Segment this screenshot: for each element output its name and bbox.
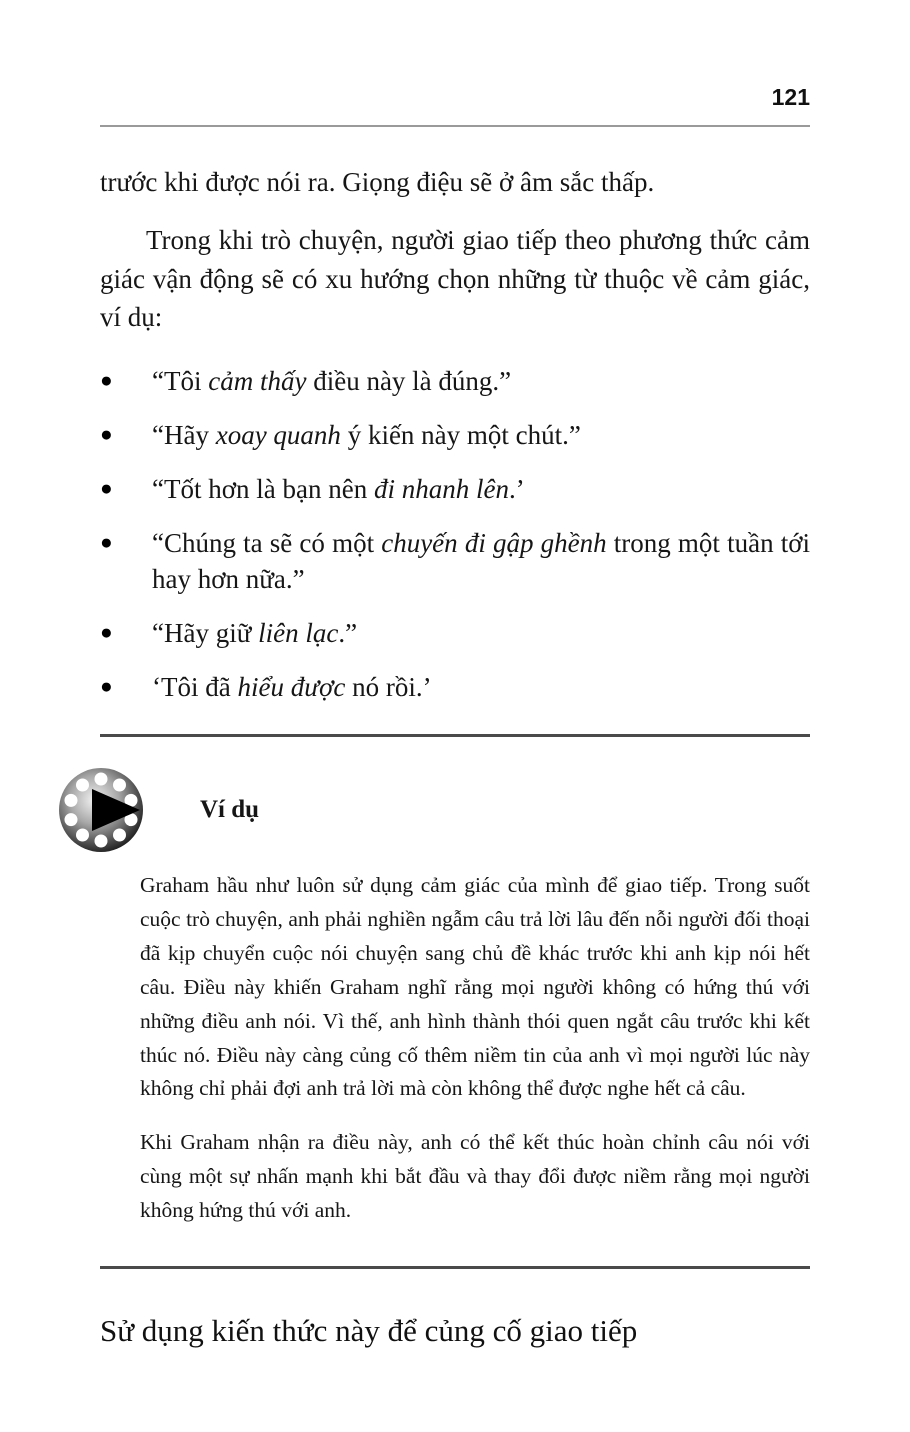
header-rule <box>100 125 810 127</box>
example-divider-top <box>100 734 810 737</box>
list-item-text: “Tôi cảm thấy điều này là đúng.” <box>152 366 512 397</box>
bullet-list <box>100 364 810 705</box>
list-item <box>100 364 810 400</box>
list-item <box>100 670 810 706</box>
example-heading: Ví dụ <box>200 795 260 823</box>
example-divider-bottom <box>100 1266 810 1269</box>
example-paragraph: Khi Graham nhận ra điều này, anh có thể kết thúc hoàn chỉnh câu nói với cùng một sự nhấn mạnh khi bắt đầu và thay đổi được niềm rằng mọi người không hứng thú với anh. <box>140 1130 810 1223</box>
list-item <box>100 418 810 454</box>
example-paragraph: Graham hầu như luôn sử dụng cảm giác của mình để giao tiếp. Trong suốt cuộc trò chuyện, anh phải nghiền ngẫm câu trả lời lâu đến nỗi người đối thoại đã kịp chuyển cuộc nói chuyện sang chủ đề khác trước khi anh kịp nói hết câu. Điều này khiến Graham nghĩ rằng mọi người không có hứng thú với những điều anh nói. Vì thế, anh hình thành thói quen ngắt câu trước khi kết thúc nó. Điều này càng củng cố thêm niềm tin của anh vì mọi người lúc này không chỉ phải đợi anh trả lời mà còn không thể được nghe hết cả câu. <box>140 872 810 1101</box>
paragraph: Trong khi trò chuyện, người giao tiếp theo phương thức cảm giác vận động sẽ có xu hướng chọn những từ thuộc về cảm giác, ví dụ: <box>100 225 810 332</box>
list-item-text: “Chúng ta sẽ có một chuyến đi gập ghềnh trong một tuần tới hay hơn nữa.” <box>152 528 810 594</box>
page-number: 121 <box>771 84 810 110</box>
example-header <box>58 767 810 853</box>
list-item-text: “Tốt hơn là bạn nên đi nhanh lên.’ <box>152 474 525 505</box>
section-heading: Sử dụng kiến thức này để củng cố giao tiếp <box>100 1313 638 1349</box>
bullet-icon: ● <box>100 619 113 644</box>
list-item-text: “Hãy xoay quanh ý kiến này một chút.” <box>152 420 581 451</box>
list-item <box>100 616 810 652</box>
list-item-text: “Hãy giữ liên lạc.” <box>152 617 358 648</box>
list-item-text: ‘Tôi đã hiểu được nó rồi.’ <box>152 671 432 702</box>
bullet-icon: ● <box>100 476 113 501</box>
bullet-icon: ● <box>100 530 113 555</box>
list-item <box>100 526 810 598</box>
film-reel-play-icon <box>58 767 154 853</box>
bullet-icon: ● <box>100 673 113 698</box>
paragraph: trước khi được nói ra. Giọng điệu sẽ ở âm sắc thấp. <box>100 167 655 197</box>
list-item <box>100 472 810 508</box>
bullet-icon: ● <box>100 422 113 447</box>
bullet-icon: ● <box>100 368 113 393</box>
